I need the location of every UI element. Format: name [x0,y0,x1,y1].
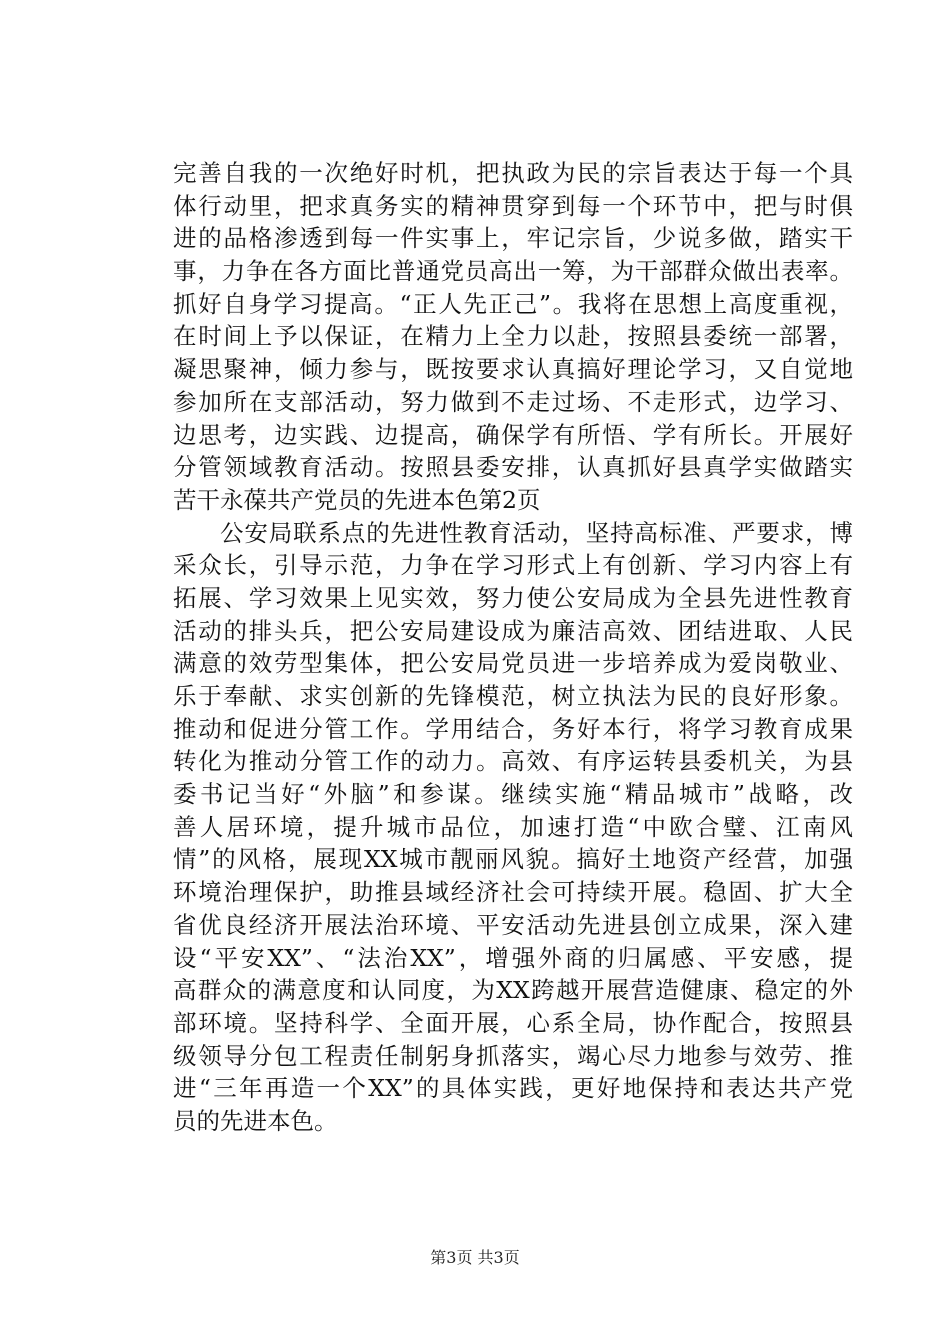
text-line: 完善自我的一次绝好时机，把执政为民的宗旨表达于每一个具 [173,159,853,187]
text-line: 进的品格渗透到每一件实事上，牢记宗旨，少说多做，踏实干 [173,224,853,253]
text-line: 省优良经济开展法治环境、平安活动先进县创立成果，深入建 [173,910,853,939]
text-line: 凝思聚神，倾力参与，既按要求认真搞好理论学习，又自觉地 [173,355,853,384]
text-line: 在时间上予以保证，在精力上全力以赴，按照县委统一部署， [173,322,853,351]
text-line: 转化为推动分管工作的动力。高效、有序运转县委机关，为县 [173,747,853,776]
text-line: 拓展、学习效果上见实效，努力使公安局成为全县先进性教育 [173,583,853,612]
text-line: 活动的排头兵，把公安局建设成为廉洁高效、团结进取、人民 [173,616,853,645]
text-line: 高群众的满意度和认同度，为XX跨越开展营造健康、稳定的外 [173,976,853,1005]
text-line: 推动和促进分管工作。学用结合，务好本行，将学习教育成果 [173,714,853,743]
text-line: 环境治理保护，助推县域经济社会可持续开展。稳固、扩大全 [173,878,853,907]
text-line: 苦干永葆共产党员的先进本色第2页 [173,485,541,514]
text-line: 满意的效劳型集体，把公安局党员进一步培养成为爱岗敬业、 [173,649,853,678]
text-line: 边思考，边实践、边提高，确保学有所悟、学有所长。开展好 [173,420,853,449]
text-line: 采众长，引导示范，力争在学习形式上有创新、学习内容上有 [173,551,853,580]
text-line: 公安局联系点的先进性教育活动，坚持高标准、严要求，博 [220,518,853,547]
text-line: 员的先进本色。 [173,1106,338,1135]
text-line: 部环境。坚持科学、全面开展，心系全局，协作配合，按照县 [173,1008,853,1037]
text-line: 抓好自身学习提高。“正人先正己”。我将在思想上高度重视， [173,289,853,318]
page-footer: 第3页 共3页 [430,1248,520,1267]
text-line: 进“三年再造一个XX”的具体实践，更好地保持和表达共产党 [173,1074,853,1103]
text-line: 事，力争在各方面比普通党员高出一筹，为干部群众做出表率。 [173,257,853,286]
text-line: 情”的风格，展现XX城市靓丽风貌。搞好土地资产经营，加强 [173,845,853,874]
text-line: 设“平安XX”、“法治XX”，增强外商的归属感、平安感，提 [173,943,853,972]
text-line: 善人居环境，提升城市品位，加速打造“中欧合璧、江南风 [173,812,853,841]
text-line: 乐于奉献、求实创新的先锋模范，树立执法为民的良好形象。 [173,682,853,710]
text-line: 级领导分包工程责任制躬身抓落实，竭心尽力地参与效劳、推 [173,1041,853,1070]
document-body [173,157,853,1138]
text-line: 体行动里，把求真务实的精神贯穿到每一个环节中，把与时俱 [173,191,853,220]
text-line: 参加所在支部活动，努力做到不走过场、不走形式，边学习、 [173,387,853,416]
text-line: 委书记当好“外脑”和参谋。继续实施“精品城市”战略，改 [173,780,853,809]
text-line: 分管领域教育活动。按照县委安排，认真抓好县真学实做踏实 [173,453,853,482]
